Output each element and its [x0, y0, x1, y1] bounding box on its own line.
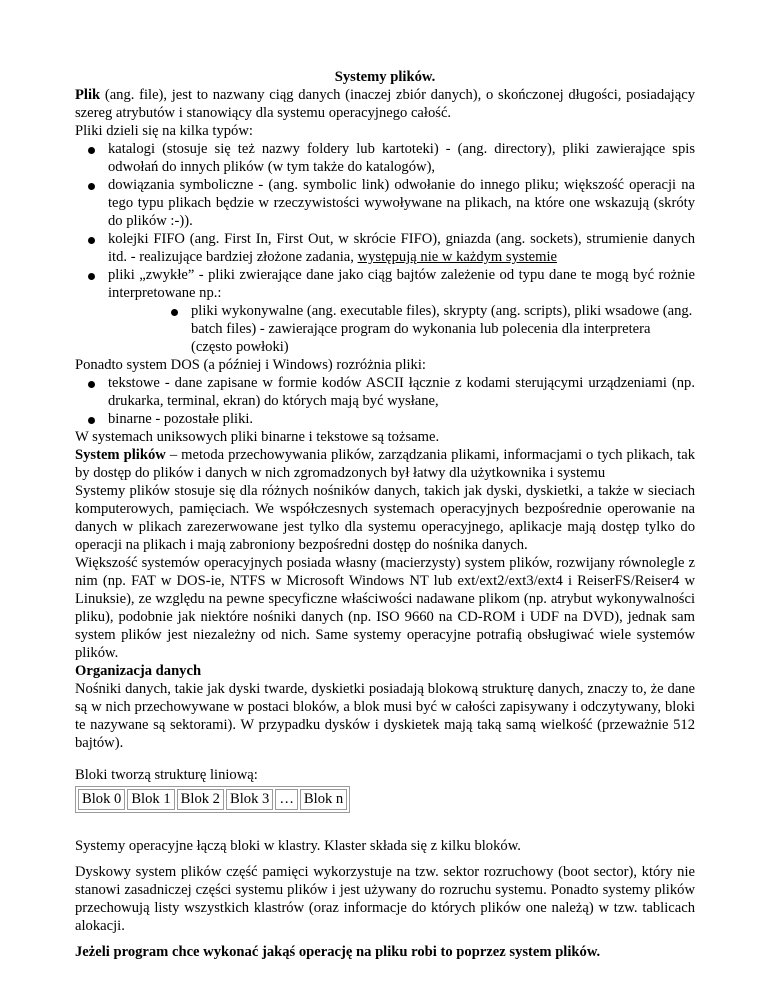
closing-statement	[75, 943, 695, 961]
block-cell: Blok 2	[177, 789, 224, 810]
block-cell: Blok 1	[127, 789, 174, 810]
boot-sector-paragraph: Dyskowy system plików część pamięci wykorzystuje na tzw. sektor rozruchowy (boot sector), który nie stanowi zasadniczej części systemu plików i jest używany do rozruchu systemu. Ponadto systemy plików przechowują listy wszystkich klastrów (oraz informacje do których plików one należą) w tzw. tablicach alokacji.	[75, 864, 695, 934]
native-filesystems-paragraph: Większość systemów operacyjnych posiada własny (macierzysty) system plików, rozwijany równolegle z nim (np. FAT w DOS-ie, NTFS w Microsoft Windows NT lub ext/ext2/ext3/ext4 i ReiserFS/Reiser4 w Linuksie), ze względu na pewne specyficzne właściwości nadawane plikom (np. atrybut wykonywalności pliku), podobnie jak niektóre nośniki danych (np. ISO 9660 na CD-ROM i UDF na DVD), jednak sam system plików jest niezależny od nich. Same systemy operacyjne potrafią obsługiwać wiele systemów plików.	[75, 555, 695, 661]
table-row	[78, 789, 347, 810]
spacer	[75, 752, 695, 766]
bullet-icon	[88, 147, 95, 154]
list-item	[75, 176, 695, 230]
closing-statement-text: Jeżeli program chce wykonać jakąś operację na pliku robi to poprzez system plików.	[75, 944, 601, 960]
list-item	[75, 410, 695, 428]
document-title: Systemy plików.	[334, 69, 436, 85]
section-heading-text: Organizacja danych	[75, 663, 202, 679]
block-cell: Blok n	[300, 789, 347, 810]
file-definition-text: (ang. file), jest to nazwany ciąg danych (inaczej zbiór danych), o skończonej długości, posiadający szereg atrybutów i stanowiący dla systemu operacyjnego całość.	[75, 87, 695, 121]
list-item	[75, 266, 695, 356]
bullet-icon	[88, 183, 95, 190]
bullet-icon	[88, 381, 95, 388]
block-cell: Blok 3	[226, 789, 273, 810]
blocks-paragraph: Nośniki danych, takie jak dyski twarde, dyskietki posiadają blokową strukturę danych, znaczy to, że dane są w nich przechowywane w postaci bloków, a blok musi być w całości zapisywany i odczytywany, bloki te nazywane są sektorami). W przypadku dysków i dyskietek mają taką samą wielkość (przeważnie 512 bajtów).	[75, 681, 695, 751]
unix-note: W systemach uniksowych pliki binarne i tekstowe są tożsame.	[75, 429, 440, 445]
list-item-text: tekstowe - dane zapisane w formie kodów ASCII łącznie z kodami sterującymi urządzeniami (np. drukarka, terminal, ekran) do których mają być wysłane,	[108, 375, 695, 409]
list-item	[75, 140, 695, 176]
section-heading	[75, 662, 695, 680]
regular-files-sublist	[108, 302, 695, 356]
list-item-text: pliki „zwykłe” - pliki zwierające dane jako ciąg bajtów zależenie od typu dane te mogą być rożnie interpretowane np.:	[108, 267, 695, 301]
dos-types-list	[75, 374, 695, 428]
document-page	[75, 68, 695, 961]
bullet-icon	[88, 417, 95, 424]
media-paragraph: Systemy plików stosuje się dla różnych nośników danych, takich jak dyski, dyskietki, a także w sieciach komputerowych, pamięciach. We współczesnych systemach operacyjnych bezpośrednie operowanie na danych w plikach zarezerwowane jest tylko dla systemu operacyjnego, aplikacje mają dostęp tylko do operacji na plikach i mają zabroniony bezpośredni dostęp do nośnika danych.	[75, 483, 695, 553]
list-item-text: dowiązania symboliczne - (ang. symbolic link) odwołanie do innego pliku; większość operacji na tego typu plikach będzie w rzeczywistości wywoływane na plikach, na które one wskazują (skróty do plików :-)).	[108, 177, 695, 229]
file-term: Plik	[75, 87, 101, 103]
sublist-item	[141, 302, 695, 356]
filesystem-term: System plików	[75, 447, 166, 463]
underlined-note: występują nie w każdym systemie	[357, 249, 557, 265]
file-definition	[75, 86, 695, 122]
clusters-paragraph: Systemy operacyjne łączą bloki w klastry. Klaster składa się z kilku bloków.	[75, 838, 521, 854]
bullet-icon	[88, 237, 95, 244]
filesystem-definition	[75, 446, 695, 482]
list-item-text: katalogi (stosuje się też nazwy foldery lub kartoteki) - (ang. directory), pliki zawierające spis odwołań do innych plików (w tym także do katalogów),	[108, 141, 695, 175]
list-item-text: binarne - pozostałe pliki.	[108, 411, 254, 427]
bullet-icon	[171, 309, 178, 316]
blocks-caption: Bloki tworzą strukturę liniową:	[75, 767, 258, 783]
dos-intro: Ponadto system DOS (a później i Windows) rozróżnia pliki:	[75, 357, 426, 373]
blocks-table	[75, 786, 350, 813]
block-cell: Blok 0	[78, 789, 125, 810]
file-types-intro: Pliki dzieli się na kilka typów:	[75, 123, 253, 139]
file-types-list	[75, 140, 695, 356]
block-cell: …	[275, 789, 298, 810]
filesystem-definition-text: – metoda przechowywania plików, zarządzania plikami, informacjami o tych plikach, tak by dostęp do plików i danych w nich zgromadzonych był łatwy dla użytkownika i systemu	[75, 447, 695, 481]
list-item-text: kolejki FIFO (ang. First In, First Out, w skrócie FIFO), gniazda (ang. sockets), strumienie danych itd. - realizujące bardziej złożone zadania,	[108, 231, 695, 265]
bullet-icon	[88, 273, 95, 280]
list-item	[75, 230, 695, 266]
sublist-item-text: pliki wykonywalne (ang. executable files), skrypty (ang. scripts), pliki wsadowe (ang. batch files) - zawierające program do wykonania lub polecenia dla interpretera (często powłoki)	[191, 303, 693, 355]
list-item	[75, 374, 695, 410]
